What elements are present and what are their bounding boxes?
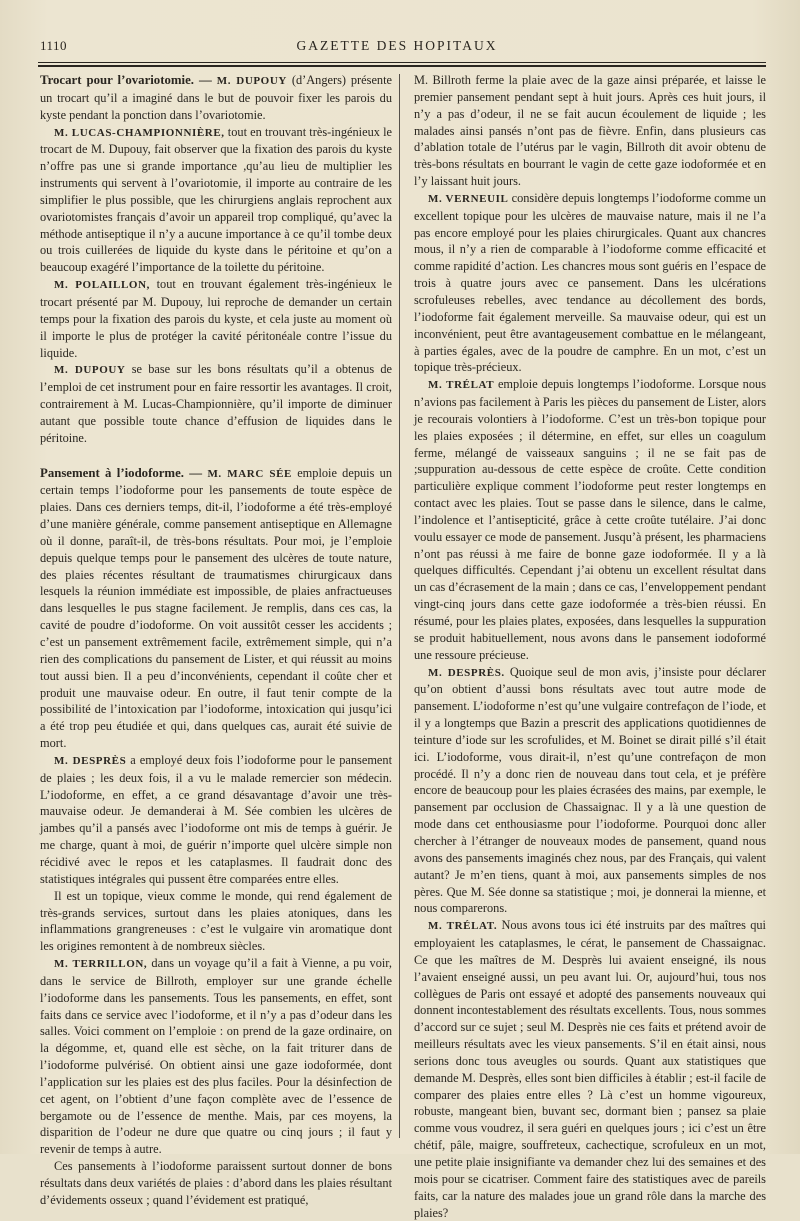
speaker-name: M. TERRILLON, <box>54 958 148 971</box>
paragraph <box>40 276 392 361</box>
paragraph-text: M. Billroth ferme la plaie avec de la gaze ainsi préparée, et laisse le premier pansement pendant sept à huit jours. Après ces huit jours, il n’y a pas d’odeur, il ne se fait aucun écoulement de liquide ; les malades ainsi pansés n’ont pas de fièvre. Enfin, dans plusieurs cas d’ablation totale de l’utérus par le vagin, Billroth dit avoir obtenu de très-bons résultats en bourrant le vagin de cette gaze iodoformée et en l’y laissant huit jours. <box>414 73 766 189</box>
paragraph-text: Il est un topique, vieux comme le monde, qui rend également de très-grands services, surtout dans les plaies atoniques, dans les inflammations grangreneuses : c’est le vulgaire vin aromatique dont les origines remontent à de nombreux siècles. <box>40 888 392 954</box>
page-number: 1110 <box>40 38 68 53</box>
paragraph <box>40 72 392 124</box>
paragraph-text: se base sur les bons résultats qu’il a obtenus de l’emploi de cet instrument pour en faire ressortir les avantages. Il croit, contrairement à M. Lucas-Championnière, qu’il importe de diminuer autant que possible toute chance d’effusion de liquides dans le péritoine. <box>40 362 392 445</box>
paragraph <box>40 361 392 446</box>
speaker-name: M. LUCAS-CHAMPIONNIÈRE, <box>54 126 225 139</box>
speaker-name: M. DUPOUY <box>216 75 287 87</box>
journal-title: GAZETTE DES HOPITAUX <box>296 38 498 53</box>
speaker-name: M. MARC SÉE <box>207 467 292 480</box>
speaker-name: M. DESPRÈS <box>54 754 127 767</box>
speaker-name: M. DUPOUY <box>54 364 126 377</box>
paragraph-text: emploie depuis un certain temps l’iodoforme pour les pansements de toute espèce de plaies. Dans ces derniers temps, dit-il, l’iodoforme a été très-employé d’une manière générale, comme pansement antiseptique en Allemagne où il donne, paraît-il, de très-bons résultats. Pour moi, je l’emploie depuis quelque temps pour le pansement des ulcères de toute nature, des plaies récentes résultant de traumatismes chirurgicaux dans lesquels la réunion immédiate est impossible, de plaies anfractueuses dans lesquelles le pus stagne facilement. Je remplis, dans ces cas, la cavité de poudre d’iodoforme. On voit aussitôt cesser les accidents ; c’est un pansement extrêmement facile, extrêmement simple, qui n’a rien des complications du pansement de Lister, et qui réussit au moins tout aussi bien. Il a peu d’inconvénients, cependant il coûte cher et produit une mauvaise odeur. En outre, il faut tenir compte de la possibilité de l’intoxication par l’iodoforme, intoxication qui jusqu’ici a été trop peu étudiée et qui, dans quelques cas, aurait été suivie de mort. <box>40 465 392 751</box>
section-title: Pansement à l’iodoforme. — <box>40 465 208 480</box>
paragraph <box>40 888 392 955</box>
paragraph <box>40 124 392 277</box>
section-title: Trocart pour l’ovariotomie. — <box>40 73 217 87</box>
speaker-name: M. POLAILLON, <box>54 279 150 292</box>
paragraph-text: Quoique seul de mon avis, j’insiste pour déclarer qu’on obtient d’aussi bons résultats avec tout autre mode de pansement. L’iodoforme n’est qu’une vulgaire contrefaçon de l’iode, et il y a longtemps que Bazin a prescrit des applications quotidiennes de teinture d’iode sur les scrofulides, et M. Boinet se dirait pillé s’il était ici. L’iodoforme, vous dirait-il, n’est qu’une contrefaçon de mon procédé. Il n’y a donc rien de nouveau dans tout cela, et je préfère encore de beaucoup pour les plaies écrasées des mains, par exemple, le pansement par occlusion de Chassaignac. Il y a là une question de mode dans cet enthousiasme pour l’iodoforme. Pourquoi donc aller chercher à l’étranger de nouveaux modes de pansement, quand nous avons des pansements imaginés chez nous, par des Français, qui valent autant? Je m’en tiens, quant à moi, aux pansements simples de nos pères. Que M. Sée donne sa statistique ; moi, je donnerai la mienne, et nous comparerons. <box>414 664 766 916</box>
paragraph-text: tout en trouvant également très-ingénieux le trocart présenté par M. Dupouy, lui reproche de demander un certain temps pour la fixation des parois du kyste, et cela juste au moment où il importe le plus de protéger la cavité péritonéale contre l’issue du liquide. <box>40 277 392 360</box>
header-rule <box>38 62 766 63</box>
paragraph <box>414 190 766 376</box>
speaker-name: M. DESPRÈS. <box>428 666 505 679</box>
paragraph <box>40 955 392 1158</box>
paragraph <box>40 465 392 752</box>
speaker-name: M. VERNEUIL <box>428 192 509 205</box>
paragraph <box>40 1158 392 1209</box>
paragraph-text: Nous avons tous ici été instruits par des maîtres qui employaient les cataplasmes, le cérat, le pansement de Chassaignac. Ce que les maîtres de M. Desprès lui avaient enseigné, ils nous l’avaient enseigné aussi, un peu avant lui. Or, aujourd’hui, tous nos collègues de Paris ont essayé et adopté des pansements nouveaux qui donnent incontestablement des résultats excellents. Tous, nous sommes d’accord sur ce sujet ; seul M. Desprès nie ces faits et prétend avoir de meilleurs résultats avec les vieux pansements. S’il en était ainsi, nous serions donc tous aveugles ou sourds. Quant aux statistiques que demande M. Desprès, elles sont bien difficiles à établir ; est-il facile de comparer des plaies entre elles ? Là c’est un homme vigoureux, robuste, mangeant bien, buvant sec, dormant bien ; pansez sa plaie comme vous voudrez, il sera guéri en quelques jours ; ici c’est un être chétif, pâle, maigre, souffreteux, cachectique, scrofuleux en un mot, une petite plaie insignifiante va demander chez lui des semaines et des mois pour se cicatriser. Comment faire des statistiques avec de pareils faits, car la nature des malades joue un grand rôle dans la marche des plaies? <box>414 918 766 1220</box>
paragraph <box>414 376 766 663</box>
left-column <box>40 72 392 1209</box>
paragraph <box>414 664 766 918</box>
paragraph <box>40 752 392 888</box>
column-divider <box>399 74 400 1138</box>
paragraph-text: (d’Angers) présente un trocart qu’il a imaginé dans le but de pouvoir fixer les parois du kyste pendant la ponction dans l’ovariotomie. <box>40 73 393 122</box>
running-head <box>28 36 766 58</box>
paragraph-text: dans un voyage qu’il a fait à Vienne, a pu voir, dans le service de Billroth, employer sur une grande échelle l’iodoforme dans les pansements. Tous les pansements, en effet, sont faits dans ce service avec l’iodoforme, et il n’y a pas d’odeur dans les salles. Voici comment on l’emploie : on prend de la gaze ordinaire, on la dégomme, et, quand elle est sèche, on la fait triturer dans de l’iodoforme pulvérisé. On obtient ainsi une gaze iodoformée, dont l’application sur les plaies est des plus faciles. Pour la désinfection de cet agent, on l’obtient d’une façon complète avec de l’essence de bergamote ou de l’essence de menthe. Mais, par ces moyens, la disparition de l’odeur ne dure que quatre ou cinq jours ; il faut y revenir de temps à autre. <box>40 956 393 1157</box>
paragraph <box>414 917 766 1221</box>
paragraph-text: emploie depuis longtemps l’iodoforme. Lorsque nous n’avions pas facilement à Paris les pièces du pansement de Lister, alors je recourais volontiers à l’iodoforme. C’est un très-bon topique pour les plaies exposées ; il détermine, en effet, sur elles un coagulum ferme, mélangé de vaisseaux sanguins ; il ne se fait pas de ;suppuration au-dessous de cette espèce de croûte. Cette condition particulière explique comment l’iodoforme peut rester longtemps en contact avec les plaies. Tout se passe dans le silence, dans le calme, l’indolence et l’antisepticité, grâce à cette croûte tutélaire. J’ai donc voulu essayer ce mode de pansement. Jusqu’à présent, les pharmaciens n’ont pas réussi à me faire de bonne gaze iodoformée. Il y a là quelques difficultés. Cependant j’ai obtenu un excellent résultat dans un cas d’écrasement de la main ; dans ce cas, l’enveloppement pendant vingt-cinq jours dans cette gaze iodoformée a très-bien réussi. En résumé, pour les plaies plates, exposées, dans lesquelles la suppuration se produit habituellement, nous avons dans le pansement iodoformé une ressoure précieuse. <box>414 377 766 662</box>
paragraph-text: a employé deux fois l’iodoforme pour le pansement de plaies ; les deux fois, il a vu le malade remercier son médecin. L’iodoforme, en effet, a ce grand désavantage d’avoir une très-mauvaise odeur. Je demanderai à M. Sée combien les ulcères de jambes qu’il a pansés avec l’iodoforme ont mis de temps à guérir. Je me charge, quant à moi, de guérir n’importe quel ulcère simple non récidivé avec le repos et les cataplasmes. Il faudrait donc des statistiques intégrales qui pussent être comparées entre elles. <box>40 752 392 886</box>
paragraph-text: considère depuis longtemps l’iodoforme comme un excellent topique pour les ulcères de mauvaise nature, mais il ne l’a pas encore employé pour les plaies chirurgicales. Quant aux chancres mous, il n’y a rien de comparable à l’iodoforme comme efficacité et comme rapidité d’action. Les chancres mous sont guéris en l’espace de trois à quatre jours avec ce pansement. Dans les ulcérations scrofuleuses rebelles, avec tendance au décollement des bords, l’iodoforme fait également merveille. Sa mauvaise odeur, qui est un inconvénient, peut être avantageusement combattue en le mélangeant, à parties égales, avec de la poudre de camphre. En un mot, c’est un topique très-précieux. <box>414 190 766 375</box>
speaker-name: M. TRÉLAT <box>428 379 495 392</box>
paragraph <box>414 72 766 190</box>
right-column <box>414 72 766 1221</box>
paragraph-text: tout en trouvant très-ingénieux le trocart de M. Dupouy, fait observer que la fixation des parois du kyste n’offre pas une si grande importance ,qu’au lieu de multiplier les instruments qui servent à l’ovariotomie, il importe au contraire de les simplifier le plus possible, que les chirurgiens anglais reprochent aux ovariotomistes français d’avoir un appareil trop compliqué, qu’avec la méthode antiseptique il n’y a aucune importance à ce qu’il tombe deux ou trois cuillerées de liquide du kyste dans le péritoine et qu’on a beaucoup exagéré l’importance de la toilette du péritoine. <box>40 124 392 275</box>
paragraph-text: Ces pansements à l’iodoforme paraissent surtout donner de bons résultats dans deux variétés de plaies : d’abord dans les plaies résultant d’évidements osseux ; quand l’évidement est pratiqué, <box>40 1159 392 1207</box>
speaker-name: M. TRÉLAT. <box>428 920 498 933</box>
header-rule-thick <box>38 65 766 67</box>
